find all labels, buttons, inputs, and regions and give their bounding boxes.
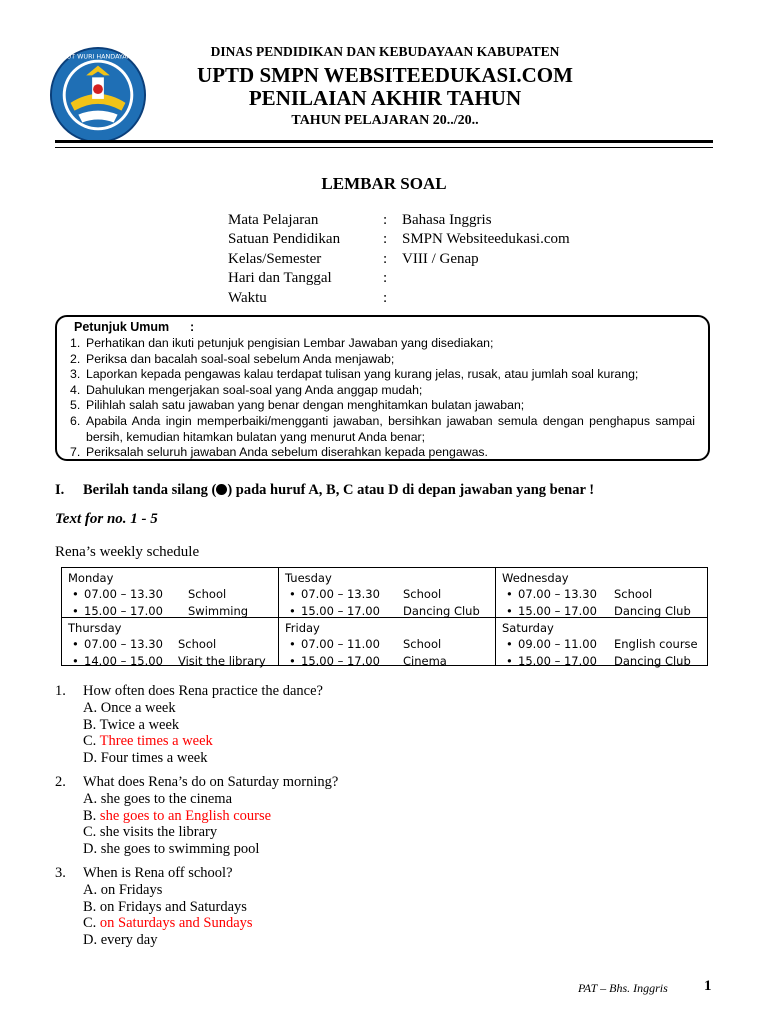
info-row-date: Hari dan Tanggal : [228,270,388,287]
schedule-entry: • 07.00 – 13.30 School [506,587,653,601]
schedule-table [61,567,708,666]
answer-option-correct[interactable]: C. on Saturdays and Sundays [83,915,253,932]
header-agency: DINAS PENDIDIKAN DAN KEBUDAYAAN KABUPATEN [210,44,560,59]
instruction-item: 1. Perhatikan dan ikuti petunjuk pengisian Lembar Jawaban yang disediakan; [70,336,494,350]
instruction-item: 3. Laporkan kepada pengawas kalau terdapat tulisan yang kurang jelas, rusak, atau jumlah soal kurang; [70,367,639,382]
schedule-cell [279,568,495,619]
schedule-entry: • 15.00 – 17.00 Dancing Club [506,603,691,618]
schedule-day: Thursday [68,621,122,635]
answer-option[interactable]: A. she goes to the cinema [83,790,232,807]
schedule-day: Tuesday [285,571,332,585]
question-text: What does Rena’s do on Saturday morning? [83,774,339,790]
page-title: LEMBAR SOAL [321,174,447,193]
header-divider-thick [55,140,713,143]
answer-option-correct[interactable]: B. she goes to an English course [83,807,272,824]
schedule-entry: • 15.00 – 17.00 Swimming [72,603,249,618]
footer-label: PAT – Bhs. Inggris [578,981,668,995]
schedule-day: Monday [68,571,114,585]
header-divider-thin [55,147,713,148]
schedule-entry: • 09.00 – 11.00 English course [506,637,698,651]
info-value: VIII / Genap [402,250,479,267]
schedule-cell [279,618,495,669]
schedule-entry: • 07.00 – 13.30 School [72,637,217,651]
schedule-title: Rena’s weekly schedule [55,544,200,560]
schedule-entry: • 15.00 – 17.00 Dancing Club [289,603,480,618]
schedule-cell [496,618,708,669]
answer-option[interactable]: B. on Fridays and Saturdays [83,898,247,915]
svg-text:TUT WURI HANDAYANI: TUT WURI HANDAYANI [62,52,134,61]
schedule-entry: • 15.00 – 17.00 Dancing Club [506,653,691,668]
answer-option[interactable]: A. Once a week [83,699,176,716]
question-text: When is Rena off school? [83,865,233,881]
header-exam: PENILAIAN AKHIR TAHUN [248,86,522,110]
header-academic-year: TAHUN PELAJARAN 20../20.. [291,113,479,128]
instructions-list [70,336,695,461]
info-row-subject: Mata Pelajaran : Bahasa Inggris [228,212,492,228]
answer-option[interactable]: D. she goes to swimming pool [83,841,260,858]
answer-option[interactable]: C. she visits the library [83,824,218,841]
schedule-cell [62,618,278,669]
schedule-day: Saturday [502,621,554,635]
schedule-entry: • 07.00 – 13.30 School [72,587,227,601]
instruction-item: 5. Pilihlah salah satu jawaban yang benar dengan menghitamkan bulatan jawaban; [70,398,525,413]
schedule-cell [496,568,708,619]
instructions-heading: Petunjuk Umum : [74,320,195,334]
schedule-cell [62,568,278,619]
schedule-entry: • 07.00 – 11.00 School [289,637,442,651]
schedule-day: Wednesday [502,571,569,585]
instruction-item: 2. Periksa dan bacalah soal-soal sebelum Anda menjawab; [70,351,395,366]
schedule-entry: • 15.00 – 17.00 Cinema [289,653,447,668]
text-for-label: Text for no. 1 - 5 [55,511,158,527]
header-school: UPTD SMPN WEBSITEEDUKASI.COM [197,63,573,87]
instruction-item: 6. Apabila Anda ingin memperbaiki/mengganti jawaban, bersihkan jawaban semula dengan penghapus sampai bersih, kemudian hitamkan bulatan yang menurut Anda benar; [70,413,695,444]
schedule-entry: • 14.00 – 15.00 Visit the library [72,653,266,668]
answer-option[interactable]: A. on Fridays [83,881,163,898]
page-number: 1 [704,978,712,994]
answer-option-correct[interactable]: C. Three times a week [83,733,213,750]
info-row-class: Kelas/Semester : VIII / Genap [228,250,479,267]
school-logo [49,46,147,144]
question-1: 1. How often does Rena practice the dance? A. Once a week B. Twice a week C. Three times a week D. Four times a week [55,683,323,767]
black-circle-icon [216,484,227,495]
info-row-school: Satuan Pendidikan : SMPN Websiteedukasi.com [228,231,570,248]
answer-option[interactable]: B. Twice a week [83,716,180,733]
question-2: 2. What does Rena’s do on Saturday morning? A. she goes to the cinema B. she goes to an English course C. she visits the library D. she goes to swimming pool [55,774,339,858]
info-row-time: Waktu : [228,289,388,306]
question-text: How often does Rena practice the dance? [83,683,323,699]
instruction-item: 7. Periksalah seluruh jawaban Anda sebelum diserahkan kepada pengawas. [70,445,488,460]
question-3: 3. When is Rena off school? A. on Fridays B. on Fridays and Saturdays C. on Saturdays and Sundays D. every day [55,865,253,949]
schedule-entry: • 07.00 – 13.30 School [289,587,442,601]
section-heading: I. Berilah tanda silang ( ) pada huruf A, B, C atau D di depan jawaban yang benar ! [55,482,595,498]
info-value: Bahasa Inggris [402,212,492,228]
answer-option[interactable]: D. every day [83,932,158,949]
exam-info [228,211,570,308]
instruction-item: 4. Dahulukan mengerjakan soal-soal yang Anda anggap mudah; [70,382,423,397]
info-value: SMPN Websiteedukasi.com [402,231,570,248]
schedule-day: Friday [285,621,320,635]
answer-option[interactable]: D. Four times a week [83,750,208,767]
